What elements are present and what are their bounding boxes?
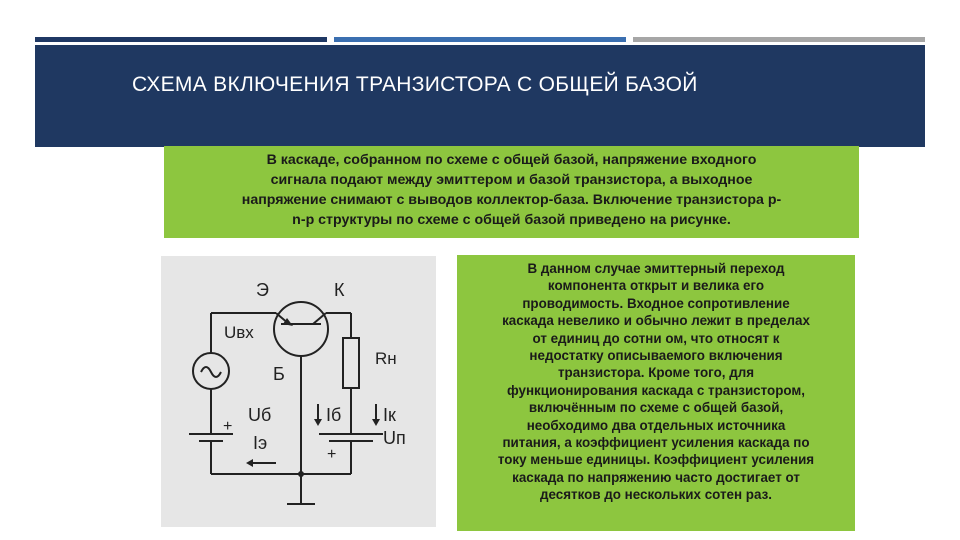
intro-line: n-p структуры по схеме с общей базой приведено на рисунке. (292, 212, 731, 228)
transistor-symbol (274, 302, 328, 356)
detail-line: проводимость. Входное сопротивление (522, 295, 790, 311)
intro-line: В каскаде, собранном по схеме с общей базой, напряжение входного (266, 152, 757, 168)
detail-line: транзистора. Кроме того, для (557, 365, 755, 381)
detail-line: компонента открыт и велика его (547, 278, 765, 294)
detail-line: недостатку описываемого включения (529, 348, 783, 364)
emitter-current-label: Iэ (253, 433, 268, 453)
intro-line: напряжение снимают с выводов коллектор-база. Включение транзистора р- (241, 192, 782, 208)
detail-line: необходимо два отдельных источника (526, 417, 786, 433)
detail-text-box (457, 255, 855, 531)
collector-label: К (334, 280, 345, 300)
base-voltage-label: Uб (248, 405, 272, 425)
accent-bar-dark (35, 37, 327, 42)
detail-line: току меньше единицы. Коэффициент усиления (497, 452, 815, 468)
detail-line: каскада по напряжению часто достигает от (512, 469, 800, 485)
emitter-label: Э (256, 280, 269, 300)
circuit-svg (161, 256, 436, 527)
collector-current-label: Iк (383, 405, 396, 425)
circuit-diagram (161, 256, 436, 527)
plus-sign-right: + (327, 446, 337, 463)
detail-line: от единиц до сотни ом, что относят к (532, 330, 780, 346)
load-resistor-symbol (343, 338, 359, 388)
detail-line: включённым по схеме с общей базой, (528, 400, 784, 416)
base-current-label: Iб (326, 405, 342, 425)
detail-line: десятков до нескольких сотен раз. (540, 487, 772, 503)
detail-line: питания, а коэффициент усиления каскада по (502, 435, 810, 451)
input-voltage-label: Uвх (224, 323, 254, 342)
detail-line: В данном случае эмиттерный переход (527, 261, 785, 276)
title-band (35, 45, 925, 147)
plus-sign-left: + (223, 418, 233, 435)
accent-bar-gray (633, 37, 925, 42)
load-resistor-label: Rн (375, 349, 397, 368)
detail-line: функционирования каскада с транзистором, (506, 382, 805, 398)
slide-title: СХЕМА ВКЛЮЧЕНИЯ ТРАНЗИСТОРА С ОБЩЕЙ БАЗОЙ (132, 73, 698, 96)
supply-voltage-label: Uп (383, 428, 406, 448)
accent-bar-blue (334, 37, 626, 42)
intro-text-box (164, 146, 859, 238)
detail-line: каскада невелико и обычно лежит в пределах (502, 313, 810, 329)
base-label: Б (273, 364, 285, 384)
intro-line: сигнала подают между эмиттером и базой транзистора, а выходное (270, 172, 753, 188)
